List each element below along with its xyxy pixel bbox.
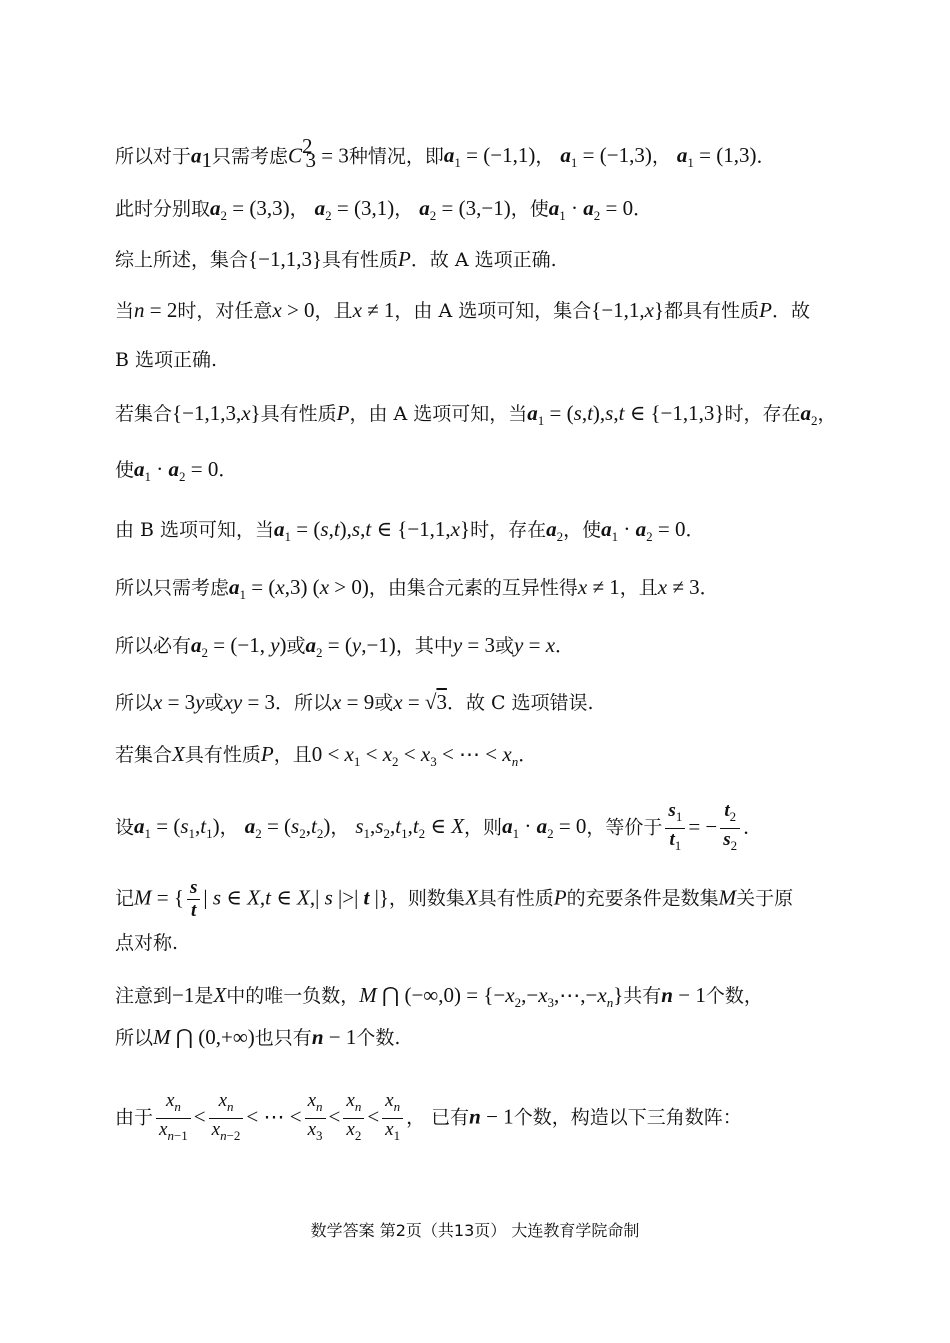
answer-line-16: 注意到−1是X中的唯一负数，M ⋂ $(-\infty,0) = \{-x_2,-x_3,\cdots,-x_n\}$共有n − 1个数， bbox=[115, 983, 763, 1011]
answer-line-18: 由于 $\frac{x_n}{x_{n-1}}$ < $\frac{x_n}{x_{n-2}}$ < ⋯ < $\frac{x_n}{x_3}$ < $\frac{x_n}{x_2}$ < $\frac{x_n}{x_1}$ ， 已有n − 1个数，构造以下三角数阵： bbox=[115, 1090, 742, 1143]
answer-line-5: B 选项正确. bbox=[115, 349, 218, 371]
answer-line-12: 若集合X具有性质P，且$0 < x_1 < x_2 < x_3$ < ⋯ < $x_n$． bbox=[115, 742, 538, 770]
answer-line-2: 此时分别取$a_2 = (3,3)$， $a_2 = (3,1)$， $a_2 = (3,-1)$，使$a_1 \cdot a_2 = 0$． bbox=[115, 196, 653, 224]
answer-line-1: 所以对于$a_1$只需考虑$C^2_3 = 3$种情况，即$a_1 = (-1,1)$， $a_1 = (-1,3)$， $a_1 = (1,3)$． bbox=[115, 134, 776, 173]
answer-line-11: 所以x = 3y或xy = 3．所以x = 9或x = √3．故 C 选项错误. bbox=[115, 690, 594, 714]
page-footer: 数学答案 第2页（共13页） 大连教育学院命制 bbox=[310, 1221, 640, 1240]
answer-line-10: 所以必有$a_2 = (-1$, y)或$a_2 = (y,-1)$，其中y = 3或y = x． bbox=[115, 633, 575, 661]
answer-line-17: 所以M ⋂ (0,+∞)也只有n − 1个数. bbox=[115, 1025, 401, 1049]
answer-line-9: 所以只需考虑$a_1 = (x,3) (x > 0)$，由集合元素的互异性得x ≠ 1，且x ≠ 3． bbox=[115, 575, 719, 603]
answer-line-15: 点对称. bbox=[115, 932, 179, 954]
answer-line-13: 设$a_1 = (s_1,t_1)$， $a_2 = (s_2,t_2)$， $s_1,s_2,t_1,t_2$ ∈ X，则$a_1 \cdot a_2 = 0$，等价于 $\frac{s_1}{t_1}$ = − $\frac{t_2}{s_2}$ ． bbox=[115, 800, 763, 853]
answer-line-6: 若集合{−1,1,3,x}具有性质P，由 A 选项可知，当$a_1 = (s,t),s,t$ ∈ {−1,1,3}时，存在$a_2$， bbox=[115, 401, 837, 429]
answer-line-4: 当n = 2时，对任意x > 0，且x ≠ 1，由 A 选项可知，集合{−1,1,x}都具有性质P．故 bbox=[115, 298, 810, 322]
answer-line-3: 综上所述，集合{−1,1,3}具有性质P．故 A 选项正确. bbox=[115, 247, 557, 271]
answer-line-8: 由 B 选项可知，当$a_1 = (s,t),s,t$ ∈ {−1,1,x}时，存在$a_2$，使$a_1 \cdot a_2 = 0$． bbox=[115, 517, 705, 545]
answer-line-14: 记M = { $\frac{s}{t}$ | s ∈ X,t ∈ X,| s |>| t |}，则数集X具有性质P的充要条件是数集M关于原 bbox=[115, 877, 794, 921]
answer-line-7: 使$a_1 \cdot a_2 = 0$． bbox=[115, 457, 238, 485]
